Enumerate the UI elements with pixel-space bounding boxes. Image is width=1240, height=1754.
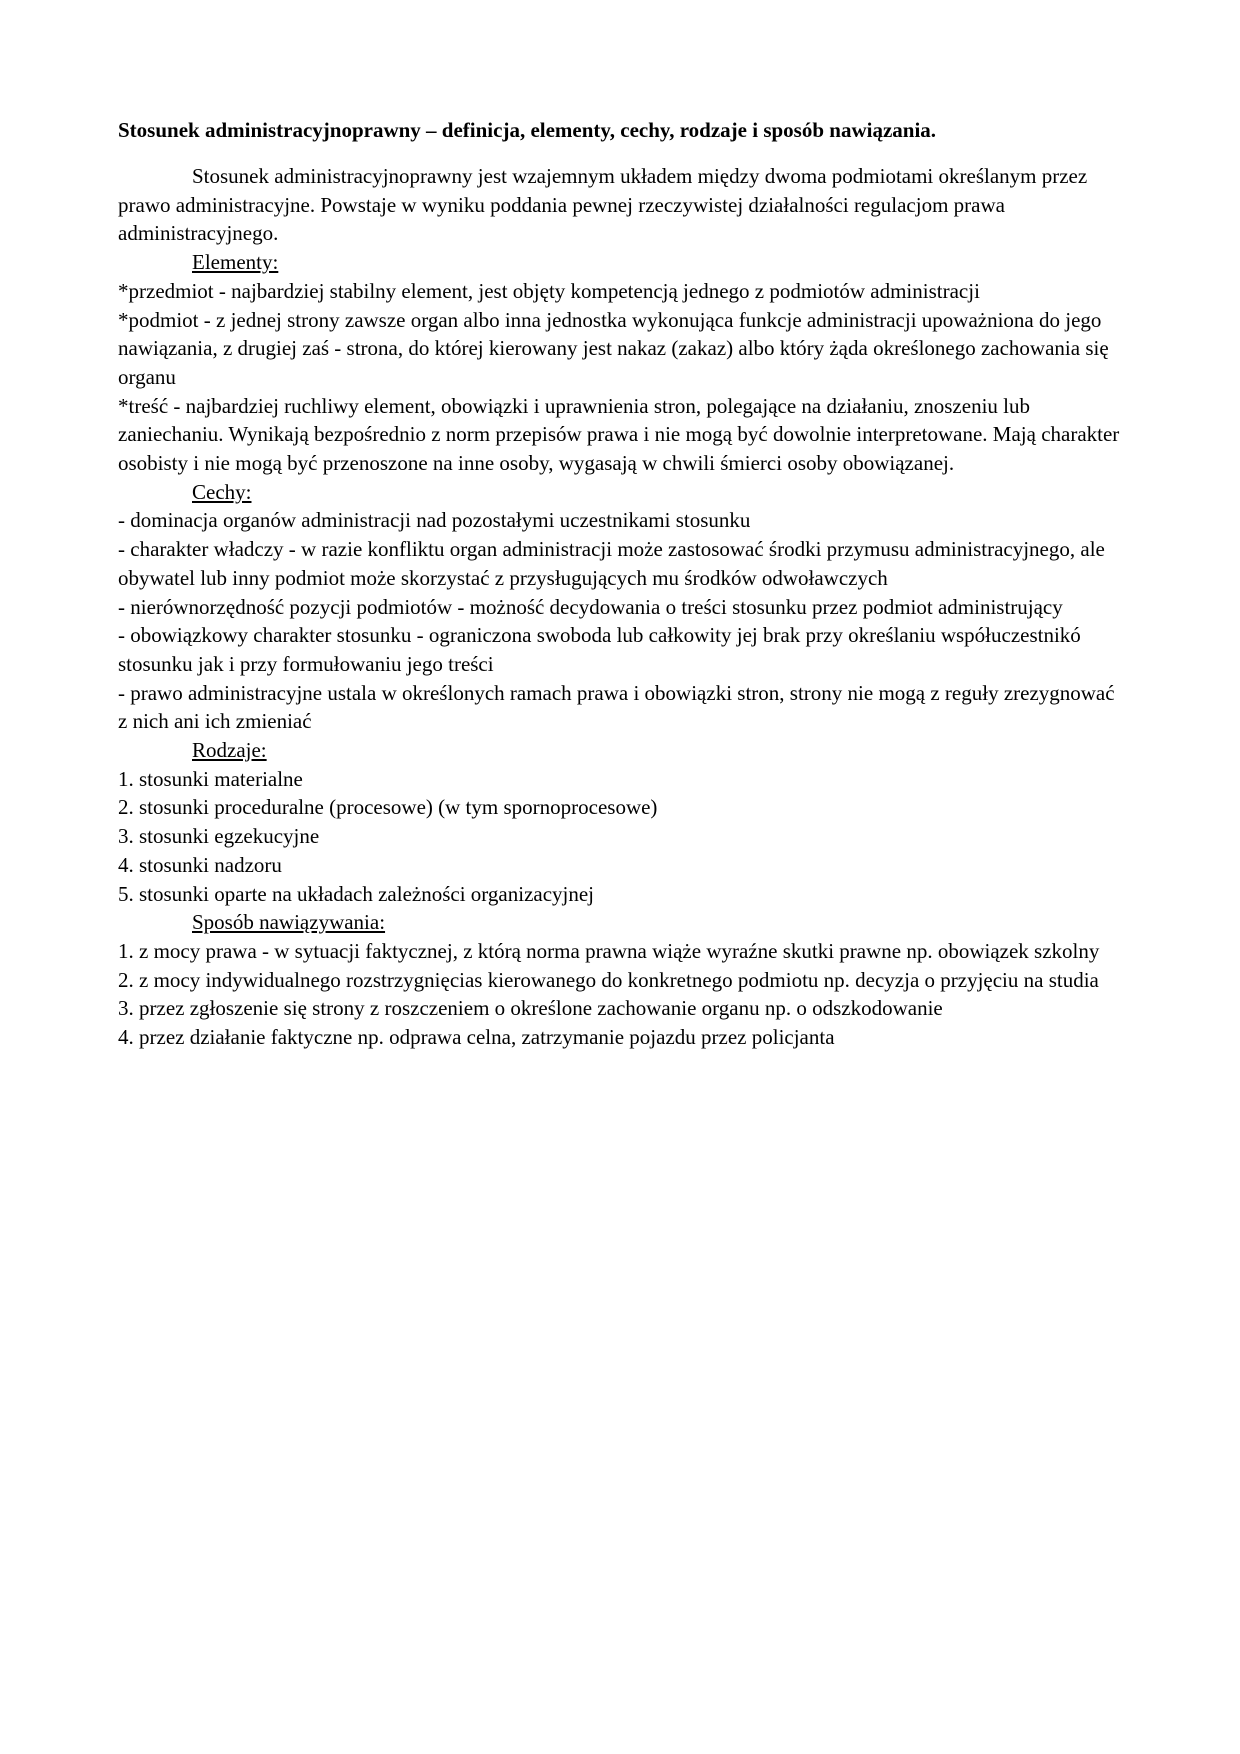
document-body [118, 162, 1128, 1052]
rodzaje-item: 3. stosunki egzekucyjne [118, 824, 320, 849]
sposob-item: 3. przez zgłoszenie się strony z roszczeniem o określone zachowanie organu np. o odszkodowanie [118, 996, 943, 1021]
section-heading-sposob-text: Sposób nawiązywania: [192, 910, 386, 935]
cechy-item: - dominacja organów administracji nad pozostałymi uczestnikami stosunku [118, 508, 751, 533]
section-heading-elementy [118, 248, 1128, 277]
cechy-item: - prawo administracyjne ustala w określonych ramach prawa i obowiązki stron, strony nie mogą z reguły zrezygnować z nich ani ich zmieniać [118, 680, 1115, 734]
rodzaje-item: 2. stosunki proceduralne (procesowe) (w tym spornoprocesowe) [118, 795, 658, 820]
document-content [118, 116, 1128, 1052]
section-heading-cechy [118, 478, 1128, 507]
rodzaje-item: 1. stosunki materialne [118, 766, 303, 791]
rodzaje-item: 5. stosunki oparte na układach zależności organizacyjnej [118, 881, 595, 906]
cechy-item: - charakter władczy - w razie konfliktu organ administracji może zastosować środki przymusu administracyjnego, ale obywatel lub inny podmiot może skorzystać z przysługujących mu środków odwoławczych [118, 537, 1105, 590]
sposob-item: 1. z mocy prawa - w sytuacji faktycznej, z którą norma prawna wiąże wyraźne skutki prawne np. obowiązek szkolny [118, 938, 1100, 963]
cechy-item: - nierównorzędność pozycji podmiotów - możność decydowania o treści stosunku przez podmiot administrujący [118, 594, 1063, 619]
elementy-item: *treść - najbardziej ruchliwy element, obowiązki i uprawnienia stron, polegające na działaniu, znoszeniu lub zaniechaniu. Wynikają bezpośrednio z norm przepisów prawa i nie mogą być dowolnie interpretowane. Mają charakter osobisty i nie mogą być przenoszone na inne osoby, wygasają w chwili śmierci osoby obowiązanej. [118, 393, 1120, 476]
intro-paragraph: Stosunek administracyjnoprawny jest wzajemnym układem między dwoma podmiotami określanym przez prawo administracyjne. Powstaje w wyniku poddania pewnej rzeczywistej działalności regulacjom prawa administracyjnego. [118, 164, 1088, 246]
section-heading-cechy-text: Cechy: [192, 479, 252, 504]
section-heading-elementy-text: Elementy: [192, 250, 279, 275]
elementy-item: *podmiot - z jednej strony zawsze organ albo inna jednostka wykonująca funkcje administracji upoważniona do jego nawiązania, z drugiej zaś - strona, do której kierowany jest nakaz (zakaz) albo który żąda określonego zachowania się organu [118, 307, 1109, 389]
section-heading-rodzaje [118, 736, 1128, 765]
section-heading-rodzaje-text: Rodzaje: [192, 738, 267, 763]
sposob-item: 2. z mocy indywidualnego rozstrzygnięcias kierowanego do konkretnego podmiotu np. decyzja o przyjęciu na studia [118, 967, 1099, 992]
cechy-item: - obowiązkowy charakter stosunku - ograniczona swoboda lub całkowity jej brak przy określaniu współuczestnikó stosunku jak i przy formułowaniu jego treści [118, 623, 1081, 676]
document-title: Stosunek administracyjnoprawny – definicja, elementy, cechy, rodzaje i sposób nawiązania. [118, 118, 937, 142]
elementy-item: *przedmiot - najbardziej stabilny element, jest objęty kompetencją jednego z podmiotów administracji [118, 278, 980, 303]
section-heading-sposob [118, 908, 1128, 937]
sposob-item: 4. przez działanie faktyczne np. odprawa celna, zatrzymanie pojazdu przez policjanta [118, 1025, 835, 1050]
rodzaje-item: 4. stosunki nadzoru [118, 852, 282, 877]
